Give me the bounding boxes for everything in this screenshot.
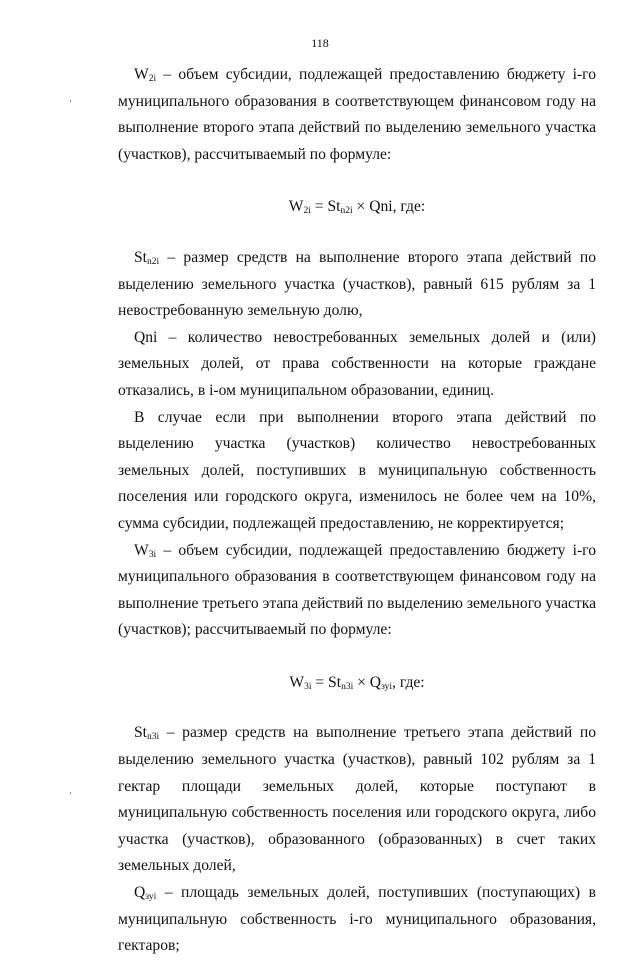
variable-subscript: 2i — [148, 74, 157, 84]
formula-subscript: зуi — [381, 681, 393, 692]
formula-rest: × Qni, где: — [352, 198, 426, 216]
variable-subscript: 3i — [148, 549, 157, 560]
paragraph-text: – объем субсидии, подлежащей предоставлению бюджету i-го муниципального образования в соответствующем финансовом году на выполнение второго этапа действий по выделению земельного участка (участков), рассчитываемый по формуле: — [118, 66, 596, 163]
paragraph-stn3i-definition — [118, 720, 596, 880]
document-body — [118, 62, 596, 960]
formula-subscript: n3i — [341, 681, 354, 692]
formula-equals: = St — [311, 673, 342, 691]
variable-q: Q — [134, 884, 146, 902]
variable-subscript: зуi — [145, 892, 157, 903]
paragraph-w3i-definition — [118, 538, 596, 644]
formula-subscript: n2i — [340, 206, 353, 217]
formula-w3i — [118, 644, 596, 721]
variable-w: W — [134, 66, 149, 83]
paragraph-text: – площадь земельных долей, поступивших (поступающих) в муниципальную собственность i-го муниципального образования, гектаров; — [118, 884, 596, 955]
scan-mark — [70, 792, 71, 794]
formula-times: × Q — [353, 673, 382, 691]
paragraph-w2i-definition — [118, 62, 596, 168]
paragraph-correction-rule — [118, 405, 596, 538]
variable-st: St — [134, 248, 148, 266]
formula-lhs: W — [289, 673, 305, 691]
formula-subscript: 3i — [304, 681, 312, 692]
paragraph-text: Qni – количество невостребованных земельных долей и (или) земельных долей, от права собственности на которые граждане отказались, в i-ом муниципальном образовании, единиц. — [118, 328, 596, 399]
variable-subscript: n3i — [147, 732, 160, 743]
paragraph-text: В случае если при выполнении второго этапа действий по выделению участка (участков) количество невостребованных земельных долей, поступивших в муниципальную собственность поселения или городского округа, изменилось не более чем на 10%, сумма субсидии, подлежащей предоставлению, не корректируется; — [118, 408, 596, 532]
paragraph-stn2i-definition — [118, 245, 596, 325]
formula-w2i — [118, 168, 596, 245]
formula-rest: , где: — [392, 673, 425, 691]
paragraph-qni-definition — [118, 325, 596, 405]
formula-subscript: 2i — [303, 206, 311, 217]
formula-lhs: W — [288, 198, 304, 216]
variable-st: St — [134, 724, 148, 742]
page-number: 118 — [311, 36, 329, 50]
formula-equals: = St — [310, 198, 341, 216]
paragraph-text: – размер средств на выполнение третьего этапа действий по выделению земельного участка (участков), равный 102 рублям за 1 гектар площади земельных долей, которые поступают в муниципальную собственность поселения или городского округа, либо участка (участков), образованного (образованных) в счет таких земельных долей, — [118, 724, 596, 875]
scan-mark — [70, 100, 71, 102]
variable-w: W — [134, 541, 149, 559]
paragraph-text: – размер средств на выполнение второго этапа действий по выделению земельного участка (участков), равный 615 рублям за 1 невостребованную земельную долю, — [118, 248, 596, 320]
paragraph-qzui-definition — [118, 880, 596, 960]
variable-subscript: n2i — [147, 256, 160, 267]
paragraph-text: – объем субсидии, подлежащей предоставлению бюджету i-го муниципального образования в соответствующем финансовом году на выполнение третьего этапа действий по выделению земельного участка (участков); рассчитываемый по формуле: — [118, 541, 596, 639]
